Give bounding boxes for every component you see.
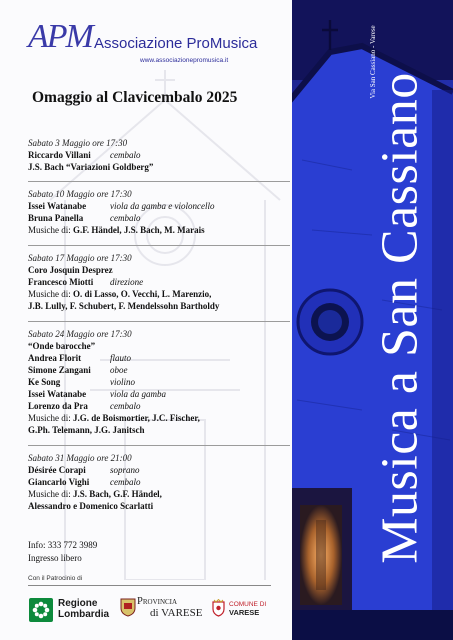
event-date: Sabato 17 Maggio ore 17:30 (28, 252, 132, 263)
music-label: Musiche di: (28, 288, 71, 299)
event-music (28, 488, 290, 513)
music-line: G.Ph. Telemann, J.G. Janitsch (28, 425, 145, 435)
performer-role: cembalo (110, 400, 141, 411)
event-date: Sabato 31 Maggio ore 21:00 (28, 452, 132, 463)
lombardia-text (58, 598, 109, 620)
comune-varese-logo (212, 597, 272, 623)
event-item (28, 445, 290, 513)
patronage-divider (28, 585, 271, 586)
performer-name: Désirée Corapi (28, 464, 86, 475)
performer-line (28, 352, 290, 364)
performer-line (28, 388, 290, 400)
event-item (28, 245, 290, 313)
province-line2: di VARESE (150, 607, 203, 619)
performer-name: Andrea Florit (28, 352, 82, 363)
event-date: Sabato 10 Maggio ore 17:30 (28, 189, 132, 199)
performer-name: Bruna Panella (28, 213, 84, 223)
event-music (28, 412, 290, 437)
contact-info (28, 539, 97, 565)
info-phone[interactable]: Info: 333 772 3989 (28, 540, 98, 550)
music-line: Alessandro e Domenico Scarlatti (28, 501, 154, 511)
performer-role: cembalo (110, 150, 141, 160)
performer-line (28, 464, 290, 476)
comune-crest-icon (212, 599, 225, 617)
comune-text (229, 601, 266, 618)
lombardia-rose-icon (29, 598, 53, 622)
performer-line (28, 364, 290, 376)
organizer-url[interactable]: www.associazionepromusica.it (140, 57, 229, 64)
event-list (28, 137, 290, 521)
organizer-name: Associazione ProMusica (94, 35, 258, 52)
music-label: Musiche di: (28, 488, 71, 499)
event-subtitle: “Onde barocche” (28, 340, 96, 351)
venue-address: Via San Cassiano - Varese (369, 25, 377, 99)
region-line1: Regione (58, 598, 98, 609)
music-label: Musiche di: (28, 412, 71, 423)
event-date: Sabato 24 Maggio ore 17:30 (28, 328, 132, 339)
logo-mark: APM (28, 18, 92, 55)
performer-role: viola da gamba e violoncello (110, 201, 215, 211)
performer-name: Issei Watanabe (28, 388, 87, 399)
performer-line (28, 376, 290, 388)
provincia-crest-icon (120, 597, 136, 617)
music-line: J.B. Lully, F. Schubert, F. Mendelssohn Bartholdy (28, 301, 220, 311)
performer-line (28, 200, 290, 212)
performer-role: flauto (110, 352, 132, 363)
music-line: O. di Lasso, O. Vecchi, L. Marenzio, (73, 288, 212, 299)
performer-name: Ke Song (28, 376, 61, 387)
series-title: Musica a San Cassiano (371, 72, 429, 564)
performer-role: violino (110, 376, 135, 387)
performer-name: Simone Zangani (28, 364, 91, 375)
info-entry: Ingresso libero (28, 553, 82, 563)
comune-line2: VARESE (229, 608, 260, 617)
event-item (28, 181, 290, 237)
event-item (28, 137, 290, 173)
performer-role: direzione (110, 276, 144, 287)
ensemble-name: Coro Josquin Desprez (28, 264, 113, 275)
performer-name: Francesco Miotti (28, 276, 94, 287)
performer-name: Issei Watanabe (28, 201, 87, 211)
page-title: Omaggio al Clavicembalo 2025 (32, 89, 238, 106)
performer-name: Giancarlo Vighi (28, 476, 90, 487)
performer-name: Riccardo Villani (28, 150, 91, 160)
performer-line (28, 476, 290, 488)
regione-lombardia-logo (29, 596, 115, 624)
performer-role: soprano (110, 464, 140, 475)
region-line2: Lombardia (58, 609, 110, 620)
music-label: Musiche di: (28, 225, 71, 235)
music-line: J.S. Bach, G.F. Händel, (73, 488, 162, 499)
performer-role: oboe (110, 364, 128, 375)
performer-role: cembalo (110, 213, 141, 223)
music-line: J.G. de Boismortier, J.C. Fischer, (73, 412, 200, 423)
performer-line (28, 149, 290, 161)
event-program: J.S. Bach “Variazioni Goldberg” (28, 162, 154, 172)
event-date: Sabato 3 Maggio ore 17:30 (28, 138, 128, 148)
promusica-logo (28, 16, 278, 64)
performer-line (28, 212, 290, 224)
performer-name: Lorenzo da Pra (28, 400, 88, 411)
performer-role: cembalo (110, 476, 141, 487)
performer-line (28, 400, 290, 412)
comune-line1: COMUNE DI (229, 601, 267, 608)
performer-line (28, 276, 290, 288)
event-music (28, 288, 290, 313)
patronage-label: Con il Patrocinio di (28, 575, 83, 582)
event-music (28, 224, 290, 237)
event-item (28, 321, 290, 437)
music-line: G.F. Händel, J.S. Bach, M. Marais (73, 225, 205, 235)
province-line1: Provincia (137, 596, 178, 607)
provincia-varese-logo (120, 594, 204, 624)
performer-role: viola da gamba (110, 388, 166, 399)
